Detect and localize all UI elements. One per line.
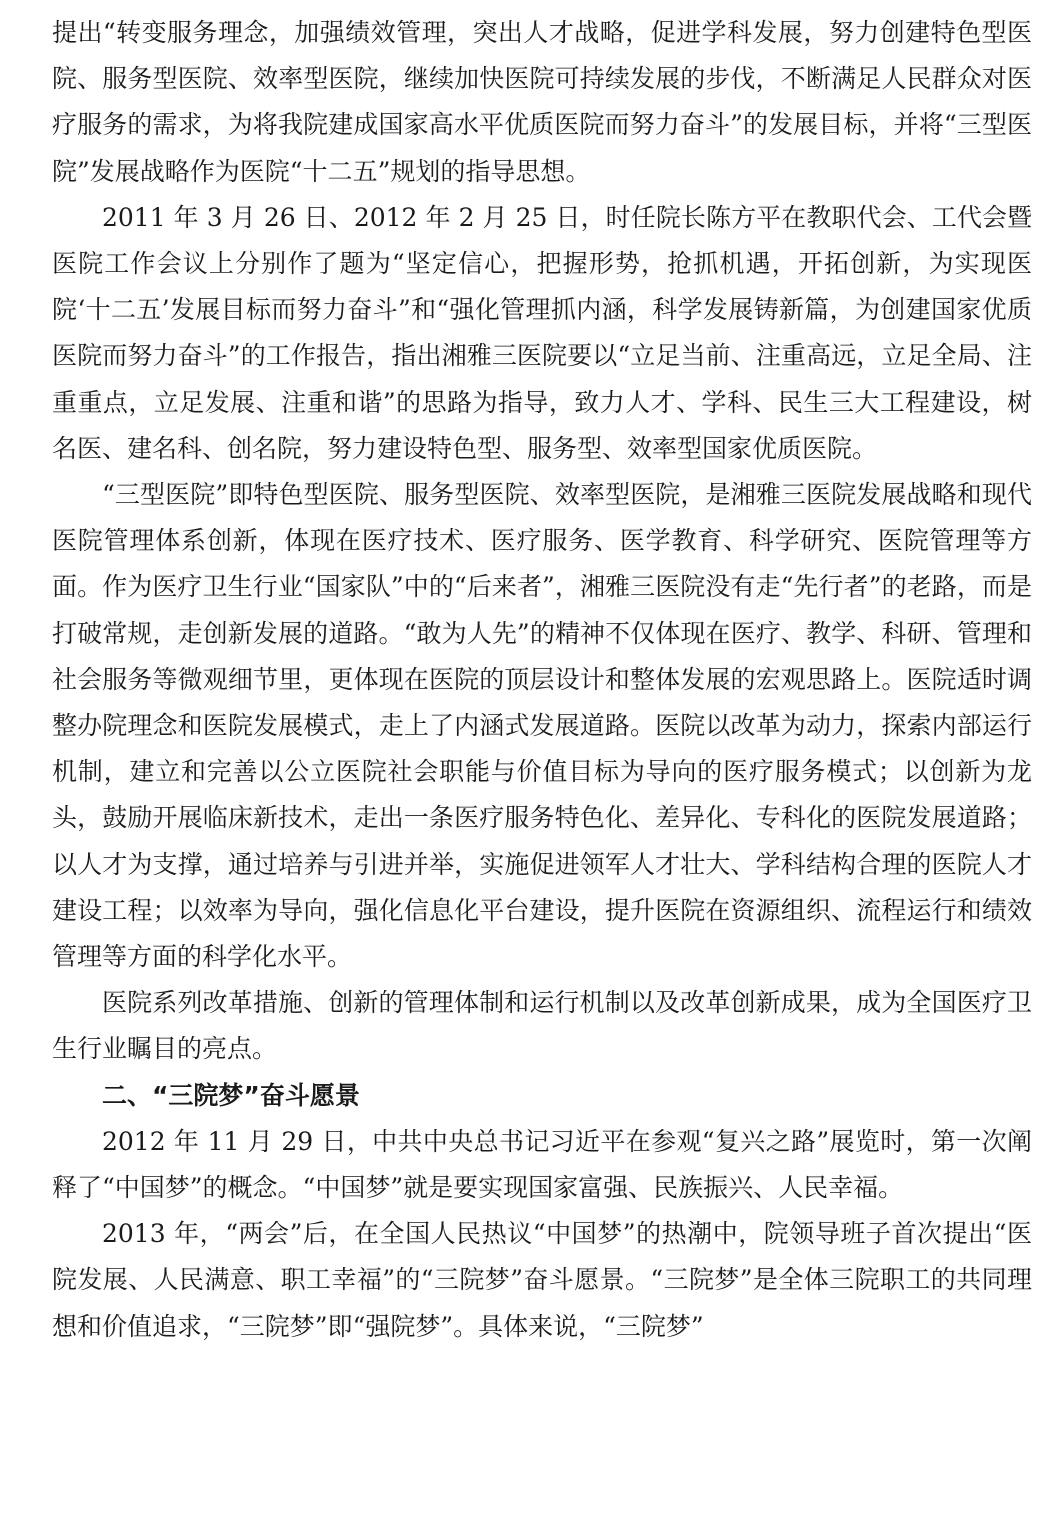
section-heading: 二、“三院梦”奋斗愿景 xyxy=(102,1080,360,1110)
document-page xyxy=(52,10,1032,1350)
paragraph-china-dream: 2012 年 11 月 29 日，中共中央总书记习近平在参观“复兴之路”展览时，第一次阐释了“中国梦”的概念。“中国梦”就是要实现国家富强、民族振兴、人民幸福。 xyxy=(52,1126,1032,1203)
paragraph-work-report: 2011 年 3 月 26 日、2012 年 2 月 25 日，时任院长陈方平在教职代会、工代会暨医院工作会议上分别作了题为“坚定信心，把握形势，抢抓机遇，开拓创新，为实现医院‘十二五’发展目标而努力奋斗”和“强化管理抓内涵，科学发展铸新篇，为创建国家优质医院而努力奋斗”的工作报告，指出湘雅三医院要以“立足当前、注重高远，立足全局、注重重点，立足发展、注重和谐”的思路为指导，致力人才、学科、民生三大工程建设，树名医、建名科、创名院，努力建设特色型、服务型、效率型国家优质医院。 xyxy=(52,202,1032,463)
paragraph-continued-goals: 提出“转变服务理念，加强绩效管理，突出人才战略，促进学科发展，努力创建特色型医院、服务型医院、效率型医院，继续加快医院可持续发展的步伐，不断满足人民群众对医疗服务的需求，为将我院建成国家高水平优质医院而努力奋斗”的发展目标，并将“三型医院”发展战略作为医院“十二五”规划的指导思想。 xyxy=(52,18,1032,186)
paragraph-reform-highlights: 医院系列改革措施、创新的管理体制和运行机制以及改革创新成果，成为全国医疗卫生行业瞩目的亮点。 xyxy=(52,988,1032,1064)
paragraph-three-hospital-dream: 2013 年，“两会”后，在全国人民热议“中国梦”的热潮中，院领导班子首次提出“医院发展、人民满意、职工幸福”的“三院梦”奋斗愿景。“三院梦”是全体三院职工的共同理想和价值追求，“三院梦”即“强院梦”。具体来说，“三院梦” xyxy=(52,1219,1032,1341)
paragraph-three-type-hospital: “三型医院”即特色型医院、服务型医院、效率型医院，是湘雅三医院发展战略和现代医院管理体系创新，体现在医疗技术、医疗服务、医学教育、科学研究、医院管理等方面。作为医疗卫生行业“国家队”中的“后来者”，湘雅三医院没有走“先行者”的老路，而是打破常规，走创新发展的道路。“敢为人先”的精神不仅体现在医疗、教学、科研、管理和社会服务等微观细节里，更体现在医院的顶层设计和整体发展的宏观思路上。医院适时调整办院理念和医院发展模式，走上了内涵式发展道路。医院以改革为动力，探索内部运行机制，建立和完善以公立医院社会职能与价值目标为导向的医疗服务模式；以创新为龙头，鼓励开展临床新技术，走出一条医疗服务特色化、差异化、专科化的医院发展道路；以人才为支撑，通过培养与引进并举，实施促进领军人才壮大、学科结构合理的医院人才建设工程；以效率为导向，强化信息化平台建设，提升医院在资源组织、流程运行和绩效管理等方面的科学化水平。 xyxy=(52,480,1032,972)
